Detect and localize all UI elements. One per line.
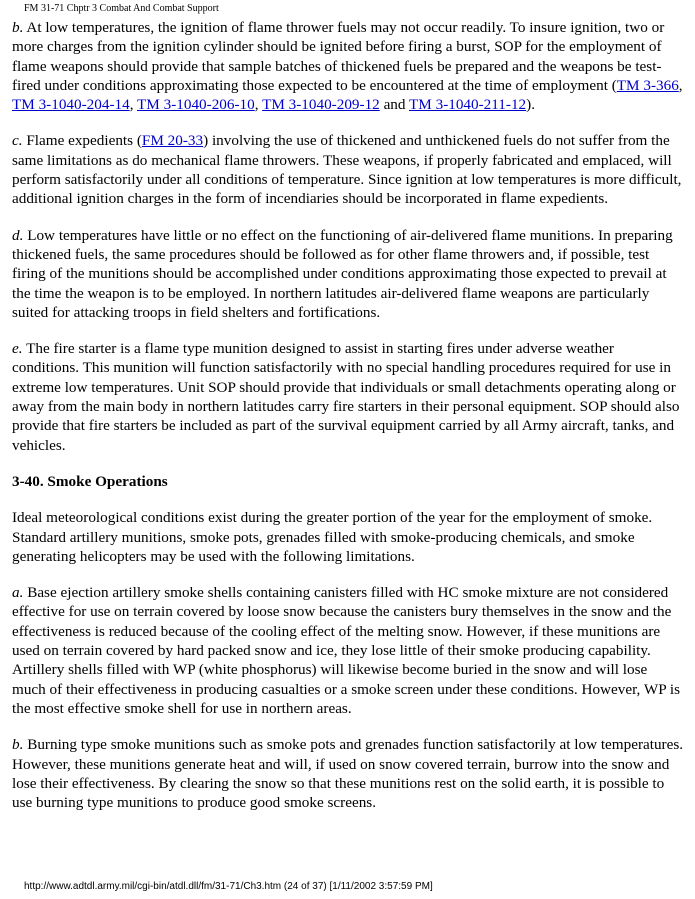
- paragraph-label: b.: [12, 19, 24, 36]
- link-tm-3-366[interactable]: TM 3-366: [616, 76, 679, 94]
- section-heading-smoke-operations: 3-40. Smoke Operations: [12, 472, 168, 490]
- paragraph-c-flame-expedients: c. Flame expedients (FM 20-33) involving the use of thickened and unthickened fuels do not suffer from the same limitations as do mechanical flame throwers. These weapons, if properly fabricated and emplaced, will perform satisfactorily under all conditions of temperature. Since ignition at low temperatures is more difficult, additional ignition charges in the form of incendiaries should be incorporated in flame expedients.: [12, 132, 682, 208]
- paragraph-label: c.: [12, 132, 23, 150]
- paragraph-label: b.: [12, 736, 24, 754]
- paragraph-label: a.: [12, 584, 24, 602]
- page-footer-url: http://www.adtdl.army.mil/cgi-bin/atdl.dll/fm/31-71/Ch3.htm (24 of 37) [1/11/2002 3:57:59 PM]: [24, 881, 433, 892]
- paragraph-b-flame-thrower: b. At low temperatures, the ignition of flame thrower fuels may not occur readily. To insure ignition, two or more charges from the ignition cylinder should be ignited before firing a burst, SOP for the employment of flame weapons should provide that sample batches of thickened fuels be prepared and the weapons be test-fired under conditions approximating those expected to be encountered at the time of employment (TM 3-366, TM 3-1040-204-14, TM 3-1040-206-10, TM 3-1040-209-12 and TM 3-1040-211-12).: [12, 19, 683, 114]
- paragraph-smoke-intro: Ideal meteorological conditions exist during the greater portion of the year for the employment of smoke. Standard artillery munitions, smoke pots, grenades filled with smoke-producing chemicals, and smoke generating helicopters may be used with the following limitations.: [12, 509, 653, 565]
- link-tm-3-1040-209-12[interactable]: TM 3-1040-209-12: [262, 96, 380, 114]
- paragraph-d-air-delivered: d. Low temperatures have little or no effect on the functioning of air-delivered flame munitions. In preparing thickened fuels, the same procedures should be followed as for other flame throwers and, if possible, test firing of the munitions should be accomplished under conditions approximating those expected to prevail at the time the weapon is to be employed. In northern latitudes air-delivered flame weapons are particularly suited for attacking troops in field shelters and fortifications.: [12, 226, 673, 321]
- document-body: [12, 18, 684, 812]
- paragraph-label: d.: [12, 226, 24, 244]
- paragraph-a-artillery-smoke: a. Base ejection artillery smoke shells containing canisters filled with HC smoke mixture are not considered effective for use on terrain covered by loose snow because the canisters bury themselves in the snow and the effectiveness is reduced because of the cooling effect of the melting snow. However, if these munitions are used on terrain covered by hard packed snow and ice, they lose little of their smoke producing capability. Artillery shells filled with WP (white phosphorus) will likewise become buried in the snow and will lose much of their effectiveness in producing casualties or a smoke screen under these conditions. However, WP is the most effective smoke shell for use in northern areas.: [12, 584, 681, 717]
- link-tm-3-1040-206-10[interactable]: TM 3-1040-206-10: [137, 96, 255, 114]
- paragraph-b-burning-smoke: b. Burning type smoke munitions such as smoke pots and grenades function satisfactorily at low temperatures. However, these munitions generate heat and will, if used on snow covered terrain, burrow into the snow and lose their effectiveness. By clearing the snow so that these munitions rest on the solid earth, it is possible to use burning type munitions to produce good smoke screens.: [12, 736, 684, 812]
- link-tm-3-1040-211-12[interactable]: TM 3-1040-211-12: [409, 96, 527, 114]
- link-fm-20-33[interactable]: FM 20-33: [141, 132, 204, 150]
- page-header: FM 31-71 Chptr 3 Combat And Combat Support: [24, 3, 219, 14]
- paragraph-label: e.: [12, 340, 23, 358]
- paragraph-e-fire-starter: e. The fire starter is a flame type munition designed to assist in starting fires under adverse weather conditions. This munition will function satisfactorily with no special handling procedures required for use in extreme low temperatures. Unit SOP should provide that individuals or small detachments operating along or away from the main body in northern latitudes carry fire starters in their personal equipment. SOP should also provide that fire starters be included as part of the survival equipment carried by all Army aircraft, tanks, and vehicles.: [12, 340, 680, 454]
- link-tm-3-1040-204-14[interactable]: TM 3-1040-204-14: [12, 96, 130, 114]
